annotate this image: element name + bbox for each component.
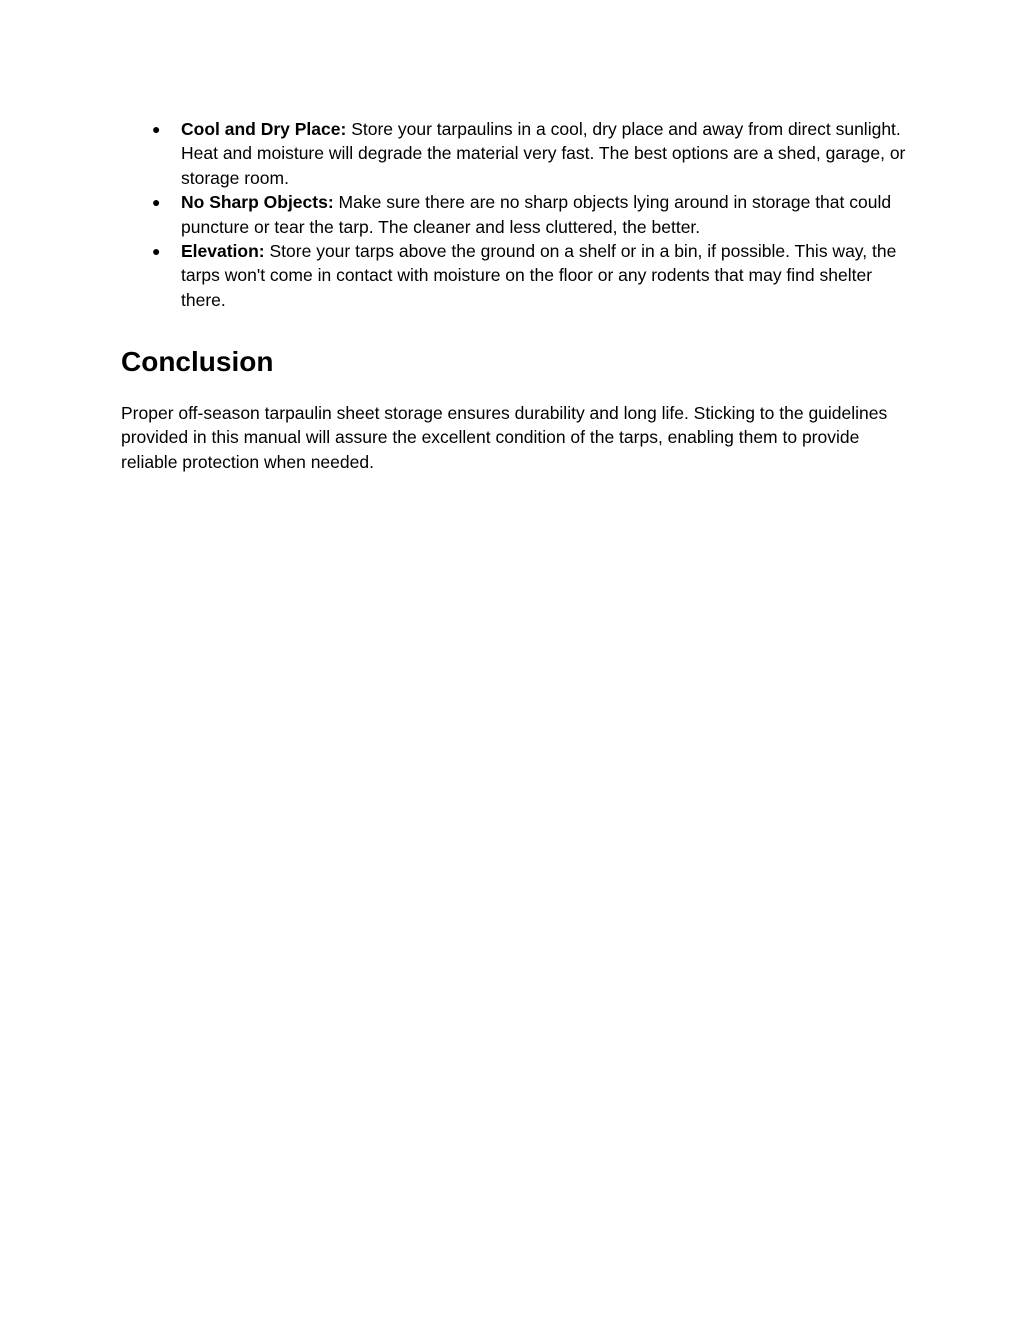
conclusion-heading: Conclusion xyxy=(121,346,274,377)
list-item-term: Elevation: xyxy=(181,241,265,262)
list-item xyxy=(121,117,911,190)
list-item-term: No Sharp Objects: xyxy=(181,192,334,213)
list-item-text: Store your tarpaulins in a cool, dry place and away from direct sunlight. Heat and moisture will degrade the material very fast. The best options are a shed, garage, or storage room. xyxy=(181,119,906,188)
page-content xyxy=(121,117,911,472)
bullet-icon: ● xyxy=(152,194,161,211)
storage-tips-list xyxy=(121,117,911,312)
bullet-icon: ● xyxy=(152,243,161,260)
bullet-icon: ● xyxy=(152,121,161,137)
conclusion-paragraph: Proper off-season tarpaulin sheet storage ensures durability and long life. Sticking to the guidelines provided in this manual will assure the excellent condition of the tarps, enabling them to provide reliable protection when needed. xyxy=(121,403,888,472)
list-item xyxy=(121,190,911,239)
list-item-term: Cool and Dry Place: xyxy=(181,119,347,139)
list-item-text: Make sure there are no sharp objects lying around in storage that could puncture or tear the tarp. The cleaner and less cluttered, the better. xyxy=(181,192,892,237)
list-item xyxy=(121,239,911,312)
list-item-text: Store your tarps above the ground on a shelf or in a bin, if possible. This way, the tarps won't come in contact with moisture on the floor or any rodents that may find shelter there. xyxy=(181,241,897,310)
